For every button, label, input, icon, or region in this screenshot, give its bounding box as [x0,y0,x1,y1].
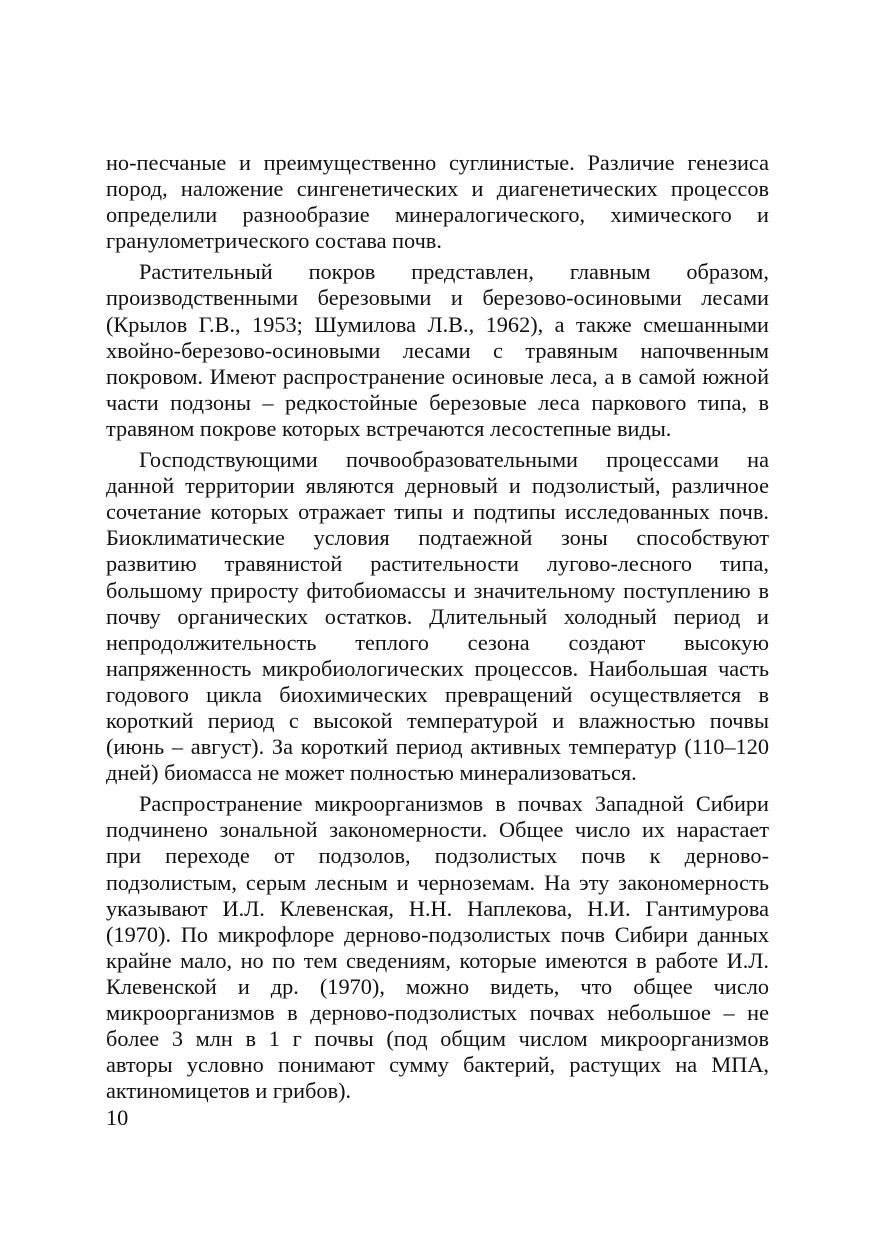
body-text [106,150,769,1109]
paragraph-soil-processes: Господствующими почвообразовательными процессами на данной территории являются дерновый и подзолистый, различное сочетание которых отражает типы и подтипы исследованных почв. Биоклиматические условия подтаежной зоны способствуют развитию травянистой растительности лугово-лесного типа, большому приросту фитобиомассы и значительному поступлению в почву органических остатков. Длительный холодный период и непродолжительность теплого сезона создают высокую напряженность микробиологических процессов. Наибольшая часть годового цикла биохимических превращений осуществляется в короткий период с высокой температурой и влажностью почвы (июнь – август). За короткий период активных температур (110–120 дней) биомасса не может полностью минерализоваться. [106,447,769,786]
paragraph-microorganisms: Распространение микроорганизмов в почвах Западной Сибири подчинено зональной закономерности. Общее число их нарастает при переходе от подзолов, подзолистых почв к дерново-подзолистым, серым лесным и черноземам. На эту закономерность указывают И.Л. Клевенская, Н.Н. Наплекова, Н.И. Гантимурова (1970). По микрофлоре дерново-подзолистых почв Сибири данных крайне мало, но по тем сведениям, которые имеются в работе И.Л. Клевенской и др. (1970), можно видеть, что общее число микроорганизмов в дерново-подзолистых почвах небольшое – не более 3 млн в 1 г почвы (под общим числом микроорганизмов авторы условно понимают сумму бактерий, растущих на МПА, актиномицетов и грибов). [106,791,769,1104]
paragraph-vegetation: Растительный покров представлен, главным образом, производственными березовыми и березово-осиновыми лесами (Крылов Г.В., 1953; Шумилова Л.В., 1962), а также смешанными хвойно-березово-осиновыми лесами с травяным напочвенным покровом. Имеют распространение осиновые леса, а в самой южной части подзоны – редкостойные березовые леса паркового типа, в травяном покрове которых встречаются лесостепные виды. [106,259,769,441]
page-number: 10 [106,1105,129,1130]
paragraph-continuation: но-песчаные и преимущественно суглинистые. Различие генезиса пород, наложение сингенетических и диагенетических процессов определили разнообразие минералогического, химического и гранулометрического состава почв. [106,150,769,254]
